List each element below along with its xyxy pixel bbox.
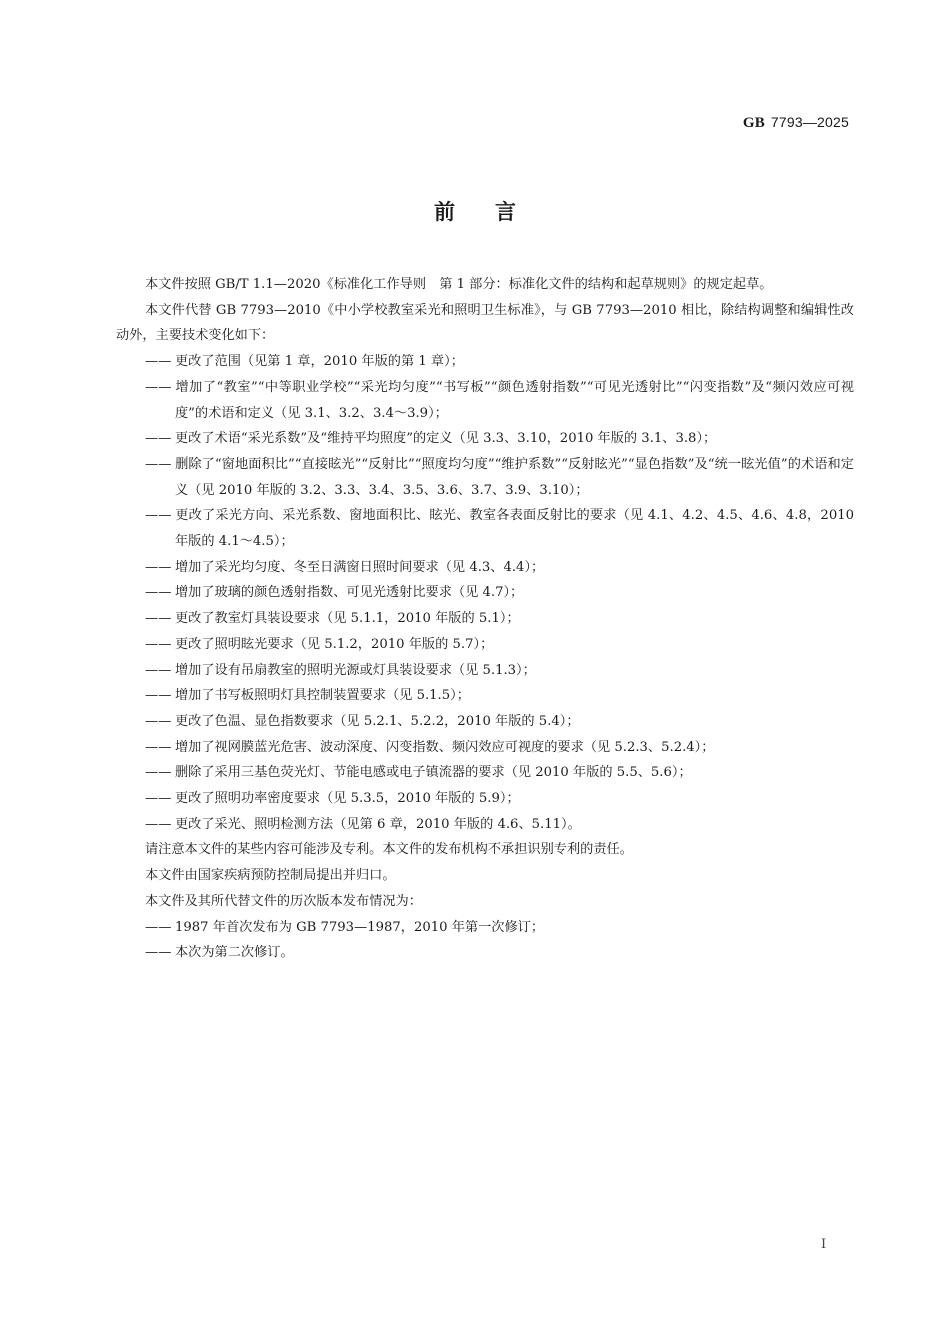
patent-notice: 请注意本文件的某些内容可能涉及专利。本文件的发布机构不承担识别专利的责任。	[145, 842, 633, 858]
standard-number: 7793—2025	[770, 114, 849, 130]
dash-marker: ——	[145, 739, 172, 755]
list-item: —— 更改了教室灯具装设要求（见 5.1.1，2010 年版的 5.1）；	[145, 606, 854, 632]
list-item: —— 删除了“窗地面积比”“直接眩光”“反射比”“照度均匀度”“维护系数”“反射眩光”“显色指数”及“统一眩光值”的术语和定义（见 2010 年版的 3.2、3.3、3.4、3.5、3.6、3.7、3.9、3.10）；	[145, 452, 854, 503]
intro-paragraph: 本文件代替 GB 7793—2010《中小学校教室采光和照明卫生标准》，与 GB 7793—2010 相比，除结构调整和编辑性改动外，主要技术变化如下：	[116, 302, 854, 344]
list-item: —— 增加了玻璃的颜色透射指数、可见光透射比要求（见 4.7）；	[145, 580, 854, 606]
dash-marker: ——	[145, 379, 172, 395]
history-list	[116, 915, 854, 966]
list-item: —— 更改了照明眩光要求（见 5.1.2，2010 年版的 5.7）；	[145, 632, 854, 658]
dash-marker: ——	[145, 688, 172, 704]
responsible-body: 本文件由国家疾病预防控制局提出并归口。	[145, 868, 396, 884]
dash-marker: ——	[145, 456, 172, 472]
dash-marker: ——	[145, 611, 172, 627]
list-item: —— 更改了采光方向、采光系数、窗地面积比、眩光、教室各表面反射比的要求（见 4.1、4.2、4.5、4.6、4.8，2010 年版的 4.1～4.5）；	[145, 503, 854, 554]
list-item: —— 更改了术语“采光系数”及“维持平均照度”的定义（见 3.3、3.10，2010 年版的 3.1、3.8）；	[145, 426, 854, 452]
list-item: —— 增加了书写板照明灯具控制装置要求（见 5.1.5）；	[145, 683, 854, 709]
list-item: —— 更改了范围（见第 1 章，2010 年版的第 1 章）；	[145, 349, 854, 375]
list-item: —— 更改了色温、显色指数要求（见 5.2.1、5.2.2，2010 年版的 5.4）；	[145, 709, 854, 735]
standard-prefix: GB	[742, 115, 765, 131]
dash-marker: ——	[145, 713, 172, 729]
page-number: I	[821, 1237, 827, 1252]
dash-marker: ——	[145, 945, 172, 961]
list-item: —— 本次为第二次修订。	[145, 940, 854, 966]
document-code	[743, 114, 849, 132]
list-item: —— 增加了设有吊扇教室的照明光源或灯具装设要求（见 5.1.3）；	[145, 658, 854, 684]
list-item: —— 删除了采用三基色荧光灯、节能电感或电子镇流器的要求（见 2010 年版的 5.5、5.6）；	[145, 760, 854, 786]
dash-marker: ——	[145, 431, 172, 447]
list-item: —— 1987 年首次发布为 GB 7793—1987，2010 年第一次修订；	[145, 915, 854, 941]
dash-marker: ——	[145, 585, 172, 601]
intro-paragraph: 本文件按照 GB/T 1.1—2020《标准化工作导则 第 1 部分：标准化文件的结构和起草规则》的规定起草。	[145, 277, 773, 292]
dash-marker: ——	[145, 791, 172, 807]
foreword-body	[116, 272, 854, 966]
dash-marker: ——	[145, 508, 172, 524]
dash-marker: ——	[145, 765, 172, 781]
dash-marker: ——	[145, 662, 172, 678]
changes-list	[116, 349, 854, 837]
page-title: 前言	[434, 200, 556, 224]
list-item: —— 增加了“教室”“中等职业学校”“采光均匀度”“书写板”“颜色透射指数”“可见光透射比”“闪变指数”及“频闪效应可视度”的术语和定义（见 3.1、3.2、3.4～3.9）；	[145, 375, 854, 426]
history-heading: 本文件及其所代替文件的历次版本发布情况为：	[145, 893, 422, 909]
list-item: —— 增加了视网膜蓝光危害、波动深度、闪变指数、频闪效应可视度的要求（见 5.2.3、5.2.4）；	[145, 735, 854, 761]
dash-marker: ——	[145, 919, 172, 935]
list-item: —— 增加了采光均匀度、冬至日满窗日照时间要求（见 4.3、4.4）；	[145, 555, 854, 581]
dash-marker: ——	[145, 816, 172, 832]
list-item: —— 更改了采光、照明检测方法（见第 6 章，2010 年版的 4.6、5.11）。	[145, 812, 854, 838]
dash-marker: ——	[145, 354, 172, 370]
list-item: —— 更改了照明功率密度要求（见 5.3.5，2010 年版的 5.9）；	[145, 786, 854, 812]
dash-marker: ——	[145, 559, 172, 575]
dash-marker: ——	[145, 636, 172, 652]
